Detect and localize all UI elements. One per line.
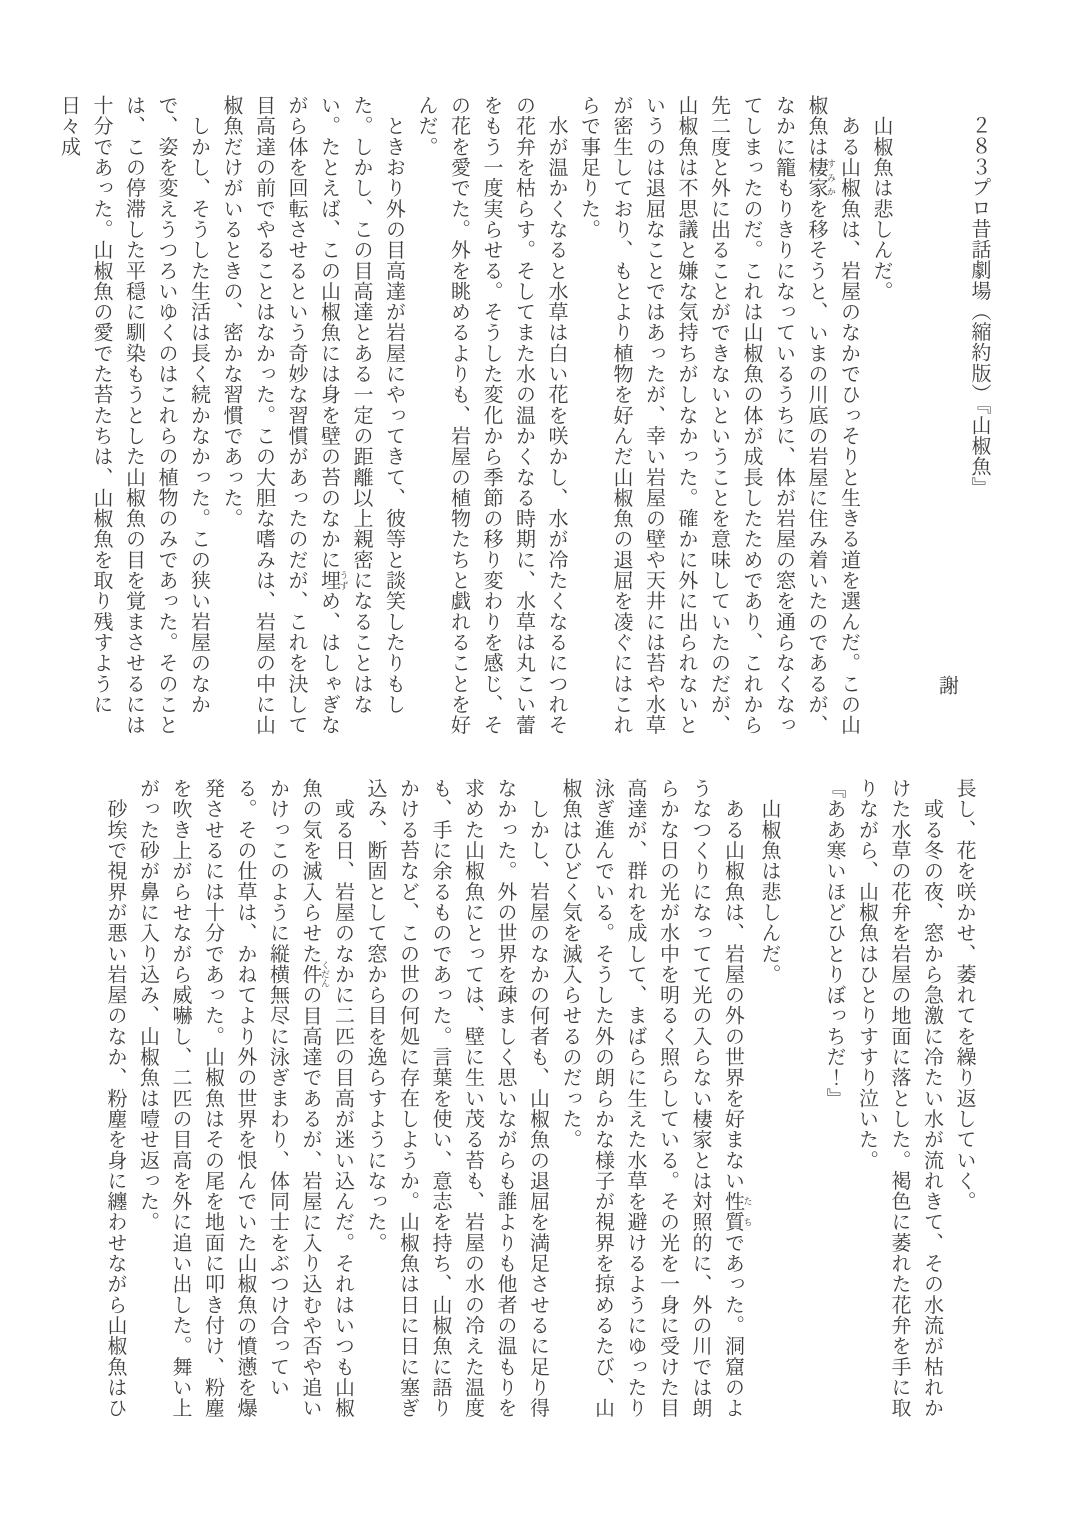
story-paragraph: ある山椒魚は、岩屋のなかでひっそりと生きる道を選んだ。この山椒魚は棲家 すみかを移そうと、いまの川底の岩屋に住み着いたのであるが、なかに籠もりきりになっているうちに、体が岩屋の窓を通らなくなってしまったのだ。これは山椒魚の体が成長したためであり、これから先二度と外に出ることができないということを意味していたのだが、山椒魚は不思議と嫌な気持ちがしなかった。確かに外に出られないというのは退屈なことではあったが、幸い岩屋の壁や天井には苔や水草が密生しており、もとより植物を好んだ山椒魚の退屈を凌ぐにはこれらで事足りた。 bbox=[577, 95, 860, 736]
story-paragraph: 山椒魚は悲しんだ。 bbox=[870, 95, 892, 302]
ruby-annotated-word: 棲家 すみか bbox=[805, 156, 836, 199]
story-paragraph: 砂埃で視界が悪い岩屋のなか、粉塵を身に纏わせながら山椒魚はひ bbox=[104, 778, 126, 1419]
document-header bbox=[930, 95, 995, 741]
blank-line bbox=[785, 778, 818, 1424]
story-paragraph: 或る日、岩屋のなかに二匹の目高が迷い込んだ。それはいつも山椒魚の気を滅入らせた件 くだんの目高達であるが、岩屋に入り込むや否や追いかけっこのように縦横無尽に泳ぎまわり、体同士をぶつけ合っている。その仕草は、かねてより外の世界を恨んでいた山椒魚の憤懣を爆発させるには十分であった。山椒魚はその尾を地面に叩き付け、粉塵を吹き上がらせながら威嚇し、二匹の目高を外に追い出した。舞い上がった砂が鼻に入り込み、山椒魚は噎せ返った。 bbox=[136, 778, 354, 1419]
page-title: ２８３プロ昔話劇場（縮約版）『山椒魚』 bbox=[968, 115, 990, 498]
story-paragraph: 長し、花を咲かせ、萎れてを繰り返していく。 bbox=[953, 778, 975, 1212]
ruby-annotated-word: 件 くだん bbox=[299, 960, 330, 988]
story-paragraph: 水が温かくなると水草は白い花を咲かし、水が冷たくなるにつれその花弁を枯らす。そしてまた水の温かくなる時期に、水草は丸こい蕾をもう一度実らせる。そうした変化から季節の移り変わりを感じ、その花を愛でた。外を眺めるよりも、岩屋の植物たちと戯れることを好んだ。 bbox=[415, 95, 567, 736]
ruby-annotated-word: 性質 たち bbox=[721, 1191, 753, 1233]
ruby-annotated-word: 埋 うず bbox=[317, 569, 349, 591]
story-paragraph: ときおり外の目高達が岩屋にやってきて、彼等と談笑したりもした。しかし、この目高達とある一定の距離以上親密になることはない。たとえば、この山椒魚には身を壁の苔のなかに埋 うずめ、はしゃぎながら体を回転させるという奇妙な習慣があったのだが、これを決して目高達の前でやることはなかった。この大胆な嗜みは、岩屋の中に山椒魚だけがいるときの、密かな習慣であった。 bbox=[220, 95, 405, 736]
story-paragraph: しかし、そうした生活は長く続かなかった。この狭い岩屋のなかで、姿を変えうつろいゆくのはこれらの植物のみであった。そのことは、この停滞した平穏に馴染もうとした山椒魚の目を覚まさせるには十分であった。山椒魚の愛でた苔たちは、山椒魚を取り残すように日々成 bbox=[57, 95, 210, 736]
story-paragraph: 或る冬の夜、窓から急激に冷たい水が流れきて、その水流が枯れかけた水草の花弁を岩屋の地面に落とした。褐色に萎れた花弁を手に取りながら、山椒魚はひとりすすり泣いた。 bbox=[855, 778, 943, 1419]
story-paragraph: 山椒魚は悲しんだ。 bbox=[758, 778, 780, 985]
story-paragraph: しかし、岩屋のなかの何者も、山椒魚の退屈を満足させるに足り得なかった。外の世界を疎ましく思いながらも誰よりも他者の温もりを求めた山椒魚にとっては、壁に生い茂る苔も、岩屋の水の冷えた温度も、手に余るものであった。言葉を使い、意志を持ち、山椒魚に語りかける苔など、この世の何処に存在しようか。山椒魚は日に日に塞ぎ込み、断固として窓から目を逸らすようになった。 bbox=[364, 778, 549, 1419]
upper-text-block bbox=[52, 95, 995, 741]
lower-text-block bbox=[99, 778, 981, 1424]
story-paragraph: 『ああ寒いほどひとりぼっちだ！』 bbox=[823, 778, 845, 1109]
author-name: 謝 bbox=[935, 675, 958, 696]
story-paragraph: ある山椒魚は、岩屋の外の世界を好まない性質 たちであった。洞窟のようなつくりになってて光の入らない棲家とは対照的に、外の川では朗らかな日の光が水中を明るく照らしている。その光を一身に受けた目高達が、群れを成して、まばらに生えた水草を避けるようにゆったり泳ぎ進んでいる。そうした外の朗らかな様子が視界を掠めるたび、山椒魚はひどく気を滅入らせるのだった。 bbox=[559, 778, 753, 1419]
